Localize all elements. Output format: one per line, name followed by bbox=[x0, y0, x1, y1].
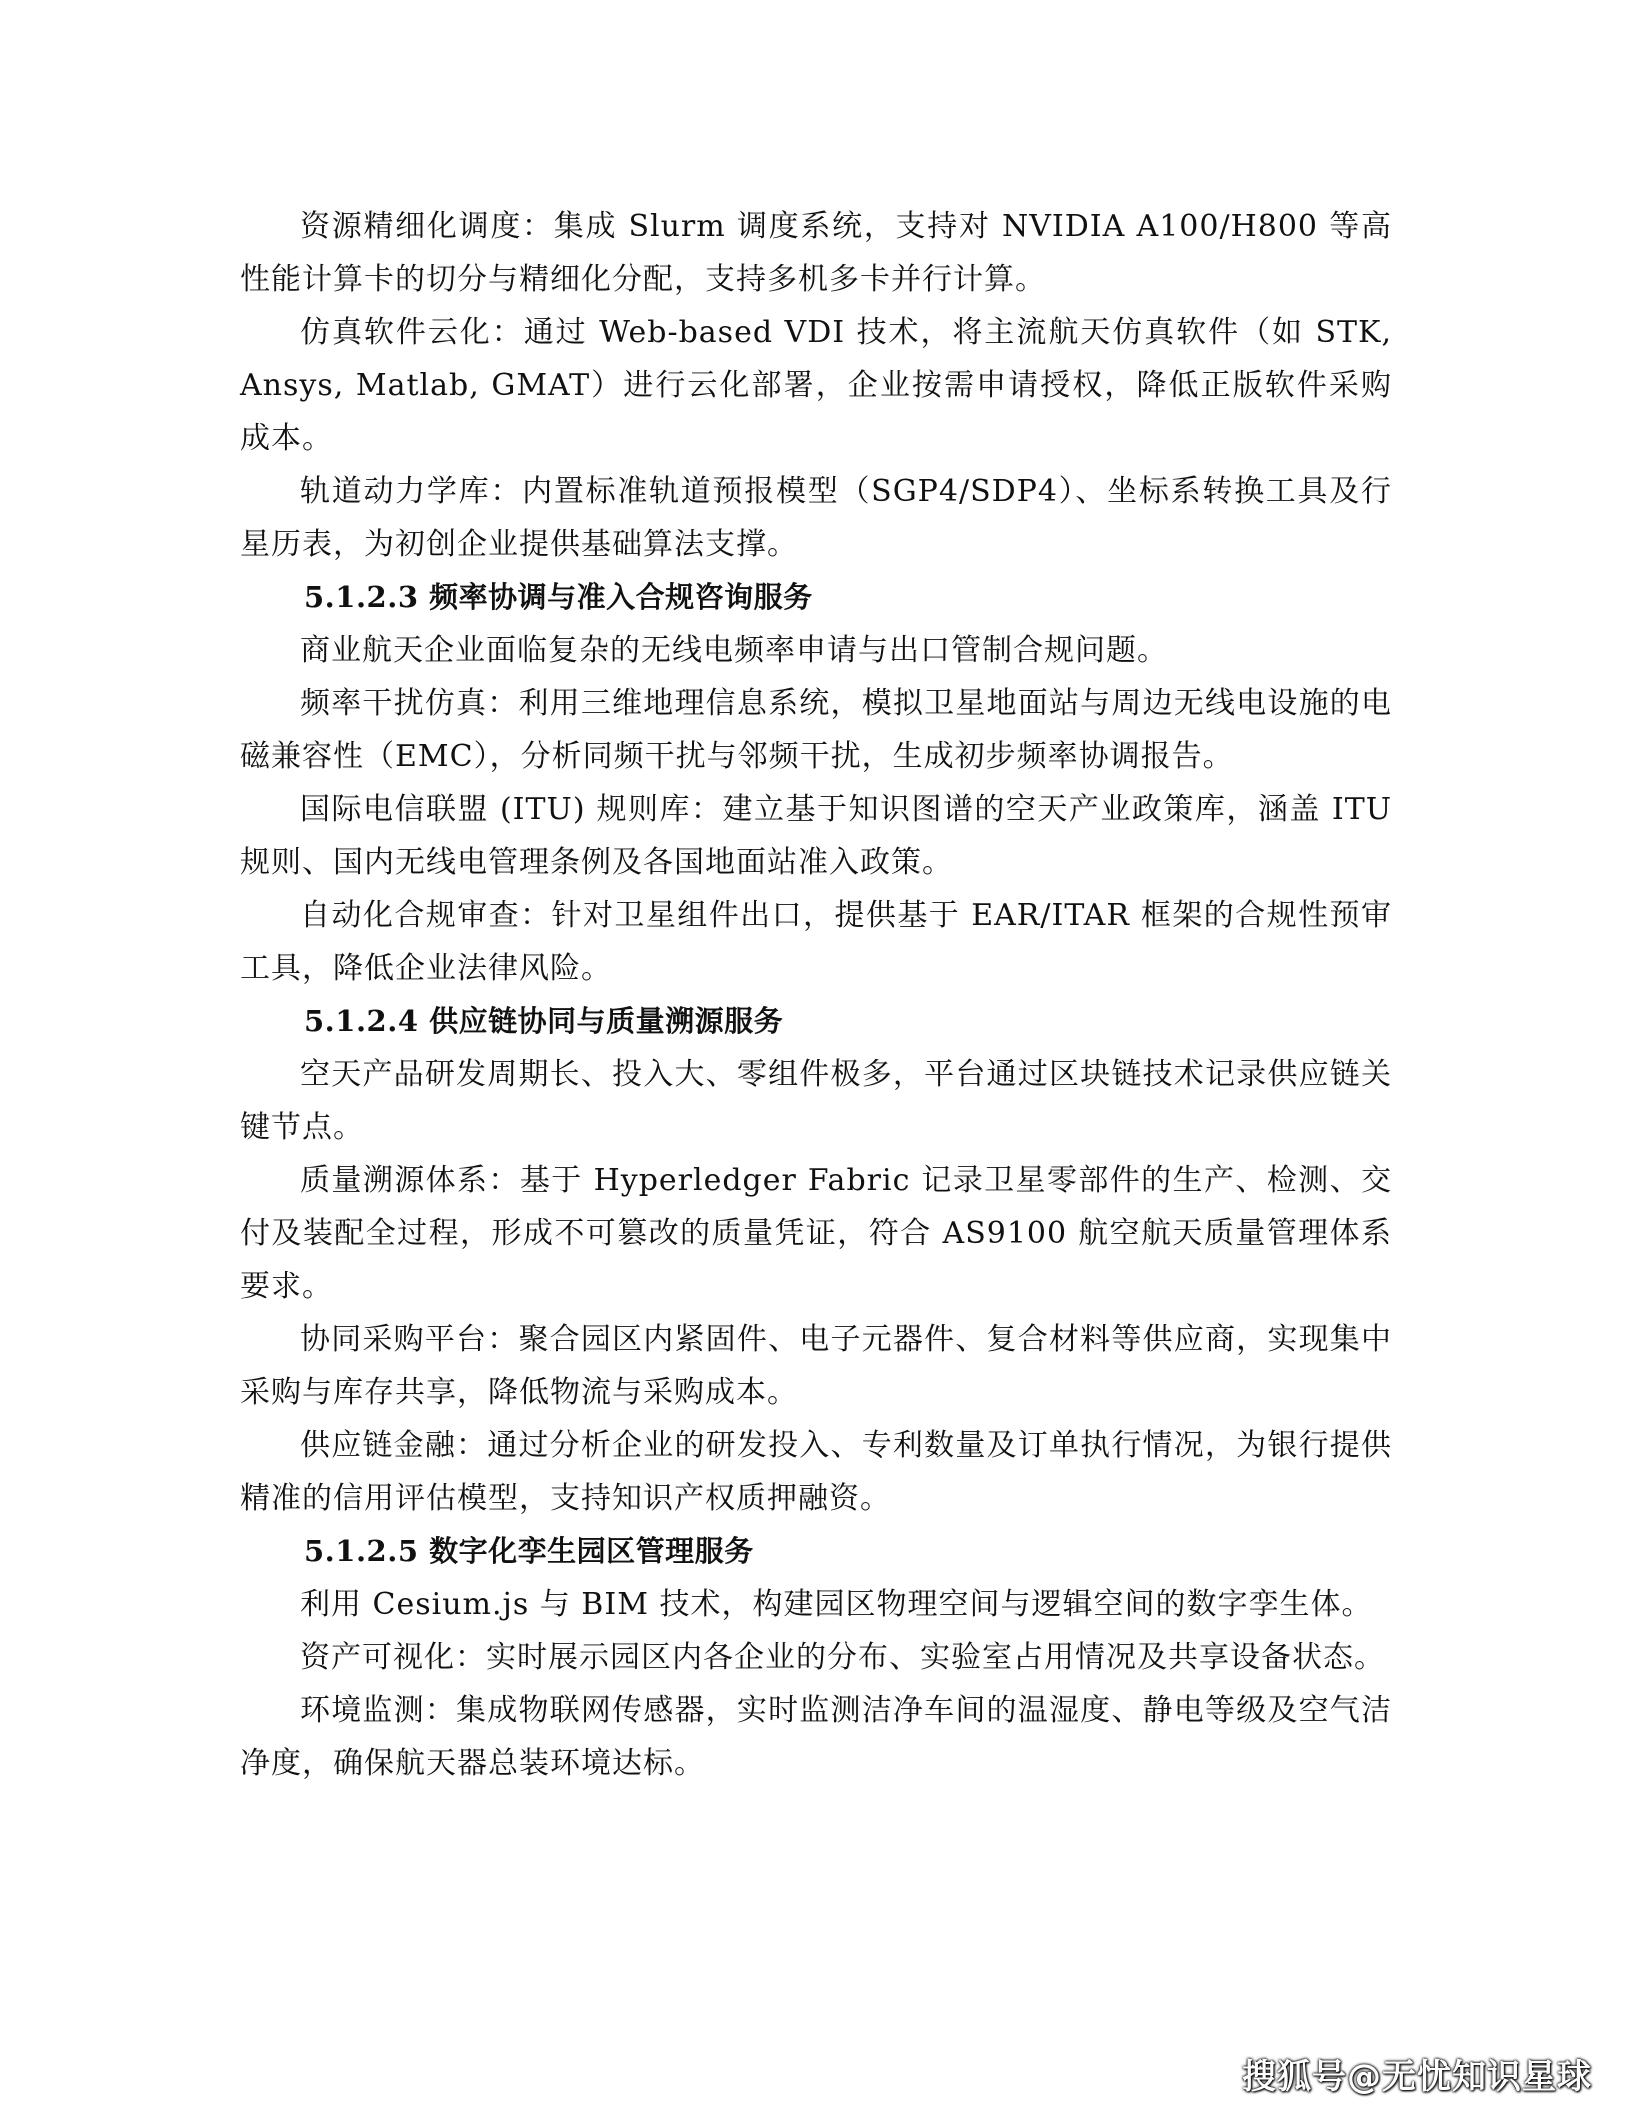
paragraph-digital-twin-intro: 利用 Cesium.js 与 BIM 技术，构建园区物理空间与逻辑空间的数字孪生体。 bbox=[300, 1587, 1373, 1622]
paragraph-collaborative-procurement: 协同采购平台：聚合园区内紧固件、电子元器件、复合材料等供应商，实现集中采购与库存共享，降低物流与采购成本。 bbox=[240, 1322, 1392, 1410]
section-heading-5-1-2-4: 5.1.2.4 供应链协同与质量溯源服务 bbox=[304, 1004, 784, 1038]
paragraph-supply-chain-finance: 供应链金融：通过分析企业的研发投入、专利数量及订单执行情况，为银行提供精准的信用评估模型，支持知识产权质押融资。 bbox=[240, 1428, 1392, 1516]
section-heading-5-1-2-3: 5.1.2.3 频率协调与准入合规咨询服务 bbox=[304, 580, 813, 614]
watermark: 搜狐号@无忧知识星球 bbox=[1242, 2057, 1592, 2097]
paragraph-frequency-intro: 商业航天企业面临复杂的无线电频率申请与出口管制合规问题。 bbox=[300, 633, 1168, 668]
paragraph-environment-monitoring: 环境监测：集成物联网传感器，实时监测洁净车间的温湿度、静电等级及空气洁净度，确保航天器总装环境达标。 bbox=[240, 1693, 1392, 1781]
paragraph-frequency-interference: 频率干扰仿真：利用三维地理信息系统，模拟卫星地面站与周边无线电设施的电磁兼容性（EMC），分析同频干扰与邻频干扰，生成初步频率协调报告。 bbox=[240, 686, 1392, 774]
paragraph-quality-traceability: 质量溯源体系：基于 Hyperledger Fabric 记录卫星零部件的生产、检测、交付及装配全过程，形成不可篡改的质量凭证，符合 AS9100 航空航天质量管理体系要求。 bbox=[240, 1163, 1392, 1304]
paragraph-simulation-cloud: 仿真软件云化：通过 Web-based VDI 技术，将主流航天仿真软件（如 STK, Ansys, Matlab, GMAT）进行云化部署，企业按需申请授权，降低正版软件采购成本。 bbox=[240, 315, 1392, 456]
paragraph-itu-rules: 国际电信联盟 (ITU) 规则库：建立基于知识图谱的空天产业政策库，涵盖 ITU 规则、国内无线电管理条例及各国地面站准入政策。 bbox=[240, 792, 1392, 880]
paragraph-compliance-review: 自动化合规审查：针对卫星组件出口，提供基于 EAR/ITAR 框架的合规性预审工具，降低企业法律风险。 bbox=[240, 898, 1392, 986]
document-page bbox=[240, 200, 1392, 1790]
paragraph-orbit-dynamics: 轨道动力学库：内置标准轨道预报模型（SGP4/SDP4）、坐标系转换工具及行星历表，为初创企业提供基础算法支撑。 bbox=[240, 474, 1392, 562]
paragraph-resource-scheduling: 资源精细化调度：集成 Slurm 调度系统，支持对 NVIDIA A100/H800 等高性能计算卡的切分与精细化分配，支持多机多卡并行计算。 bbox=[240, 209, 1392, 297]
paragraph-supply-chain-intro: 空天产品研发周期长、投入大、零组件极多，平台通过区块链技术记录供应链关键节点。 bbox=[240, 1057, 1392, 1145]
paragraph-asset-visualization: 资产可视化：实时展示园区内各企业的分布、实验室占用情况及共享设备状态。 bbox=[300, 1640, 1385, 1675]
section-heading-5-1-2-5: 5.1.2.5 数字化孪生园区管理服务 bbox=[304, 1534, 754, 1568]
